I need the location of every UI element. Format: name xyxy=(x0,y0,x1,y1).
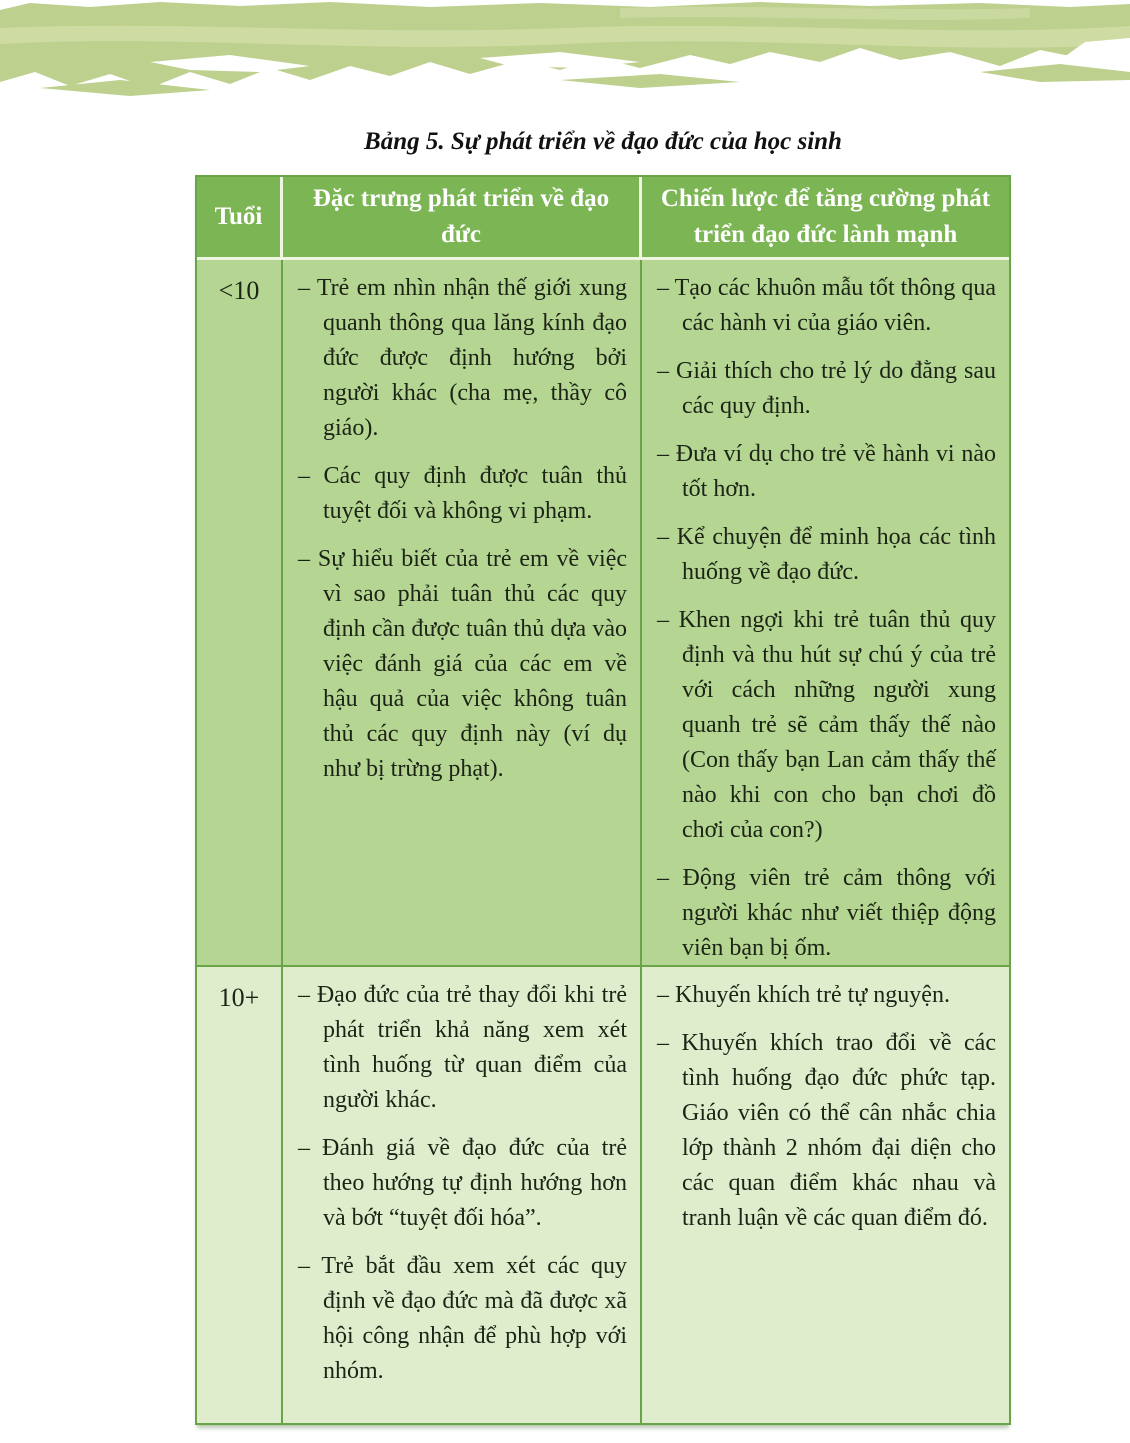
table-caption: Bảng 5. Sự phát triển về đạo đức của học sinh xyxy=(364,128,842,155)
table-row-over-10 xyxy=(197,967,1009,1423)
bullet-item: – Giải thích cho trẻ lý do đằng sau các quy định. xyxy=(657,358,996,419)
bullet-item: – Trẻ em nhìn nhận thế giới xung quanh thông qua lăng kính đạo đức được định hướng bởi người khác (cha mẹ, thầy cô giáo). xyxy=(298,275,627,441)
bullet-item: – Khuyến khích trẻ tự nguyện. xyxy=(657,982,950,1008)
strategies-cell-under-10 xyxy=(642,260,1009,965)
bullet-item: – Động viên trẻ cảm thông với người khác như viết thiệp động viên bạn bị ốm. xyxy=(657,865,996,961)
bullet-item: – Khuyến khích trao đổi về các tình huống đạo đức phức tạp. Giáo viên có thể cân nhắc chia lớp thành 2 nhóm đại diện cho các quan điểm khác nhau và tranh luận về các quan điểm đó. xyxy=(657,1030,996,1231)
bullet-item: – Các quy định được tuân thủ tuyệt đối và không vi phạm. xyxy=(298,463,627,524)
banner-green-wisp-2 xyxy=(560,74,740,88)
watercolor-banner xyxy=(0,0,1130,105)
strategies-cell-over-10 xyxy=(642,967,1009,1423)
header-cell-strategies: Chiến lược để tăng cường phát triển đạo đức lành mạnh xyxy=(660,185,991,248)
table-row-under-10 xyxy=(197,260,1009,967)
moral-development-table xyxy=(195,175,1011,1425)
characteristics-cell-over-10 xyxy=(283,967,642,1423)
bullet-item: – Sự hiểu biết của trẻ em về việc vì sao phải tuân thủ các quy định cần được tuân thủ dựa vào việc đánh giá của các em về hậu quả của việc không tuân thủ các quy định này (ví dụ như bị trừng phạt). xyxy=(298,546,627,782)
bullet-item: – Trẻ bắt đầu xem xét các quy định về đạo đức mà đã được xã hội công nhận để phù hợp với nhóm. xyxy=(298,1253,627,1384)
table-header-row xyxy=(197,177,1009,260)
age-cell-over-10: 10+ xyxy=(197,967,283,1423)
bullet-item: – Đưa ví dụ cho trẻ về hành vi nào tốt hơn. xyxy=(657,441,996,502)
banner-green-wisp-3 xyxy=(980,64,1130,82)
characteristics-cell-under-10 xyxy=(283,260,642,965)
header-cell-characteristics: Đặc trưng phát triển về đạo đức xyxy=(283,177,642,257)
age-cell-under-10: <10 xyxy=(197,260,283,965)
bullet-item: – Đánh giá về đạo đức của trẻ theo hướng tự định hướng hơn và bớt “tuyệt đối hóa”. xyxy=(298,1135,627,1231)
bullet-item: – Tạo các khuôn mẫu tốt thông qua các hành vi của giáo viên. xyxy=(657,275,996,336)
bullet-item: – Đạo đức của trẻ thay đổi khi trẻ phát triển khả năng xem xét tình huống từ quan điểm của người khác. xyxy=(298,982,627,1113)
bullet-item: – Kể chuyện để minh họa các tình huống về đạo đức. xyxy=(657,524,996,585)
header-cell-age: Tuổi xyxy=(197,177,283,257)
bullet-item: – Khen ngợi khi trẻ tuân thủ quy định và thu hút sự chú ý của trẻ với cách những người xung quanh trẻ sẽ cảm thấy thế nào (Con thấy bạn Lan cảm thấy thế nào khi con cho bạn chơi đồ chơi của con?) xyxy=(657,607,996,843)
